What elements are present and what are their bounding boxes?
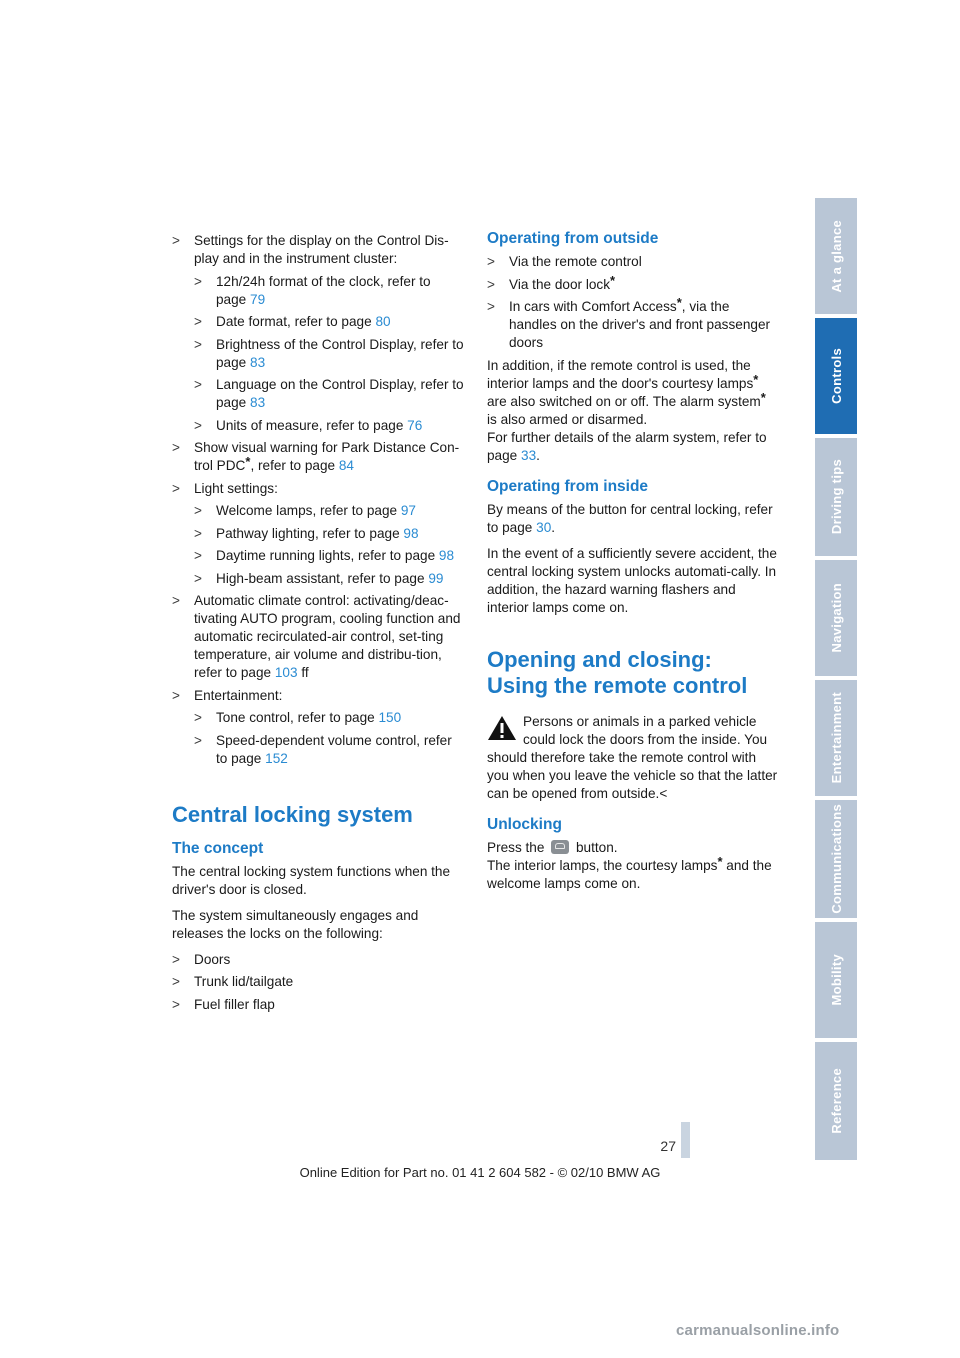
pdc-text-b: , refer to page [250, 458, 339, 473]
warning-note [487, 713, 779, 803]
item-text: Trunk lid/tailgate [194, 974, 294, 989]
list-item-entertainment [172, 687, 464, 768]
bullet-marker: > [172, 440, 180, 455]
list-item [487, 253, 779, 271]
page-link[interactable]: 99 [428, 570, 444, 586]
bullet-marker: > [487, 299, 495, 314]
settings-intro-text: Settings for the display on the Control Dis-play and in the instrument cluster: [194, 233, 449, 266]
tab-reference[interactable] [815, 1042, 857, 1160]
bullet-marker: > [172, 480, 180, 496]
page-number: 27 [660, 1138, 676, 1154]
list-item-pdc [172, 439, 464, 475]
subheading-unlocking: Unlocking [487, 815, 562, 833]
inside-paragraph-1 [487, 501, 779, 537]
list-item [194, 502, 464, 520]
light-intro-text: Light settings: [194, 480, 278, 496]
period: . [536, 447, 540, 463]
end-marker: < [659, 785, 668, 801]
concept-paragraph-2: The system simultaneously engages and releases the locks on the following: [172, 907, 419, 941]
footer-edition-text: Online Edition for Part no. 01 41 2 604 582 - © 02/10 BMW AG [299, 1165, 661, 1180]
subheading-concept: The concept [172, 839, 264, 857]
bullet-marker: > [172, 233, 180, 248]
page-link[interactable]: 97 [400, 503, 416, 518]
settings-sublist [194, 273, 464, 435]
warning-triangle-icon [487, 715, 517, 741]
list-item [194, 525, 464, 543]
chapter-tabs [815, 198, 857, 1160]
tab-controls[interactable] [815, 318, 857, 434]
heading-line-1: Opening and closing: [487, 646, 712, 672]
item-text: Date format, refer to page [216, 314, 376, 329]
unlock-text-a: Press the [487, 839, 545, 855]
item-text: Doors [194, 951, 231, 967]
tab-label: Mobility [828, 954, 844, 1006]
entertainment-sublist [194, 709, 464, 768]
tab-at-a-glance[interactable] [815, 198, 857, 314]
item-text: Fuel filler flap [194, 996, 275, 1012]
list-item-light [172, 480, 464, 588]
unlock-button-icon [551, 840, 569, 854]
option-star: * [717, 853, 723, 869]
item-text: Brightness of the Control Display, refer to page [216, 336, 464, 370]
list-item [194, 732, 464, 768]
list-item [194, 336, 464, 372]
addition-text-a: In addition, if the remote control is used, the interior lamps and the door's courtesy lamps [487, 357, 754, 391]
list-item [172, 996, 464, 1014]
inside-paragraph-2: In the event of a sufficiently severe accident, the central locking system unlocks automati-cally. In addition, the hazard warning flashers and interior lamps come on. [487, 545, 777, 615]
item-text: Daytime running lights, refer to page [216, 548, 439, 563]
item-text: 12h/24h format of the clock, refer to page [216, 273, 431, 307]
subheading-operating-outside: Operating from outside [487, 230, 659, 247]
item-text: Tone control, refer to page [216, 710, 379, 725]
list-item [172, 951, 464, 969]
bullet-marker: > [172, 593, 180, 608]
page-link[interactable]: 84 [338, 458, 354, 473]
bullet-marker: > [194, 336, 202, 352]
addition-text-d: For further details of the alarm system, refer to page [487, 429, 767, 463]
list-item [194, 376, 464, 412]
light-sublist [194, 502, 464, 588]
period: . [551, 519, 556, 535]
subheading-operating-inside: Operating from inside [487, 477, 649, 495]
unlock-text-b: button. [572, 839, 618, 855]
tab-communications[interactable] [815, 800, 857, 918]
list-item [194, 313, 464, 331]
list-item [172, 973, 464, 991]
tab-label: Entertainment [828, 692, 844, 784]
tab-navigation[interactable] [815, 560, 857, 676]
watermark: carmanualsonline.info [676, 1322, 840, 1339]
right-column [487, 232, 779, 901]
option-star: * [245, 454, 251, 469]
page-link[interactable]: 98 [438, 548, 455, 563]
list-item [194, 417, 464, 435]
unlock-paragraph [487, 839, 779, 893]
page-link[interactable]: 83 [250, 354, 266, 370]
section-heading-central-locking: Central locking system [172, 801, 413, 827]
page-link[interactable]: 33 [521, 447, 537, 463]
list-item [487, 295, 779, 352]
tab-label: Communications [828, 804, 844, 914]
tab-mobility[interactable] [815, 922, 857, 1038]
bullet-marker: > [194, 570, 202, 586]
item-text: Pathway lighting, refer to page [216, 525, 404, 541]
tab-label: At a glance [828, 219, 844, 293]
bullet-marker: > [487, 254, 495, 269]
page-link[interactable]: 76 [407, 417, 423, 433]
tab-label: Reference [828, 1068, 844, 1134]
bullet-marker: > [194, 273, 202, 289]
item-text-b: , via the handles on the driver's and front passenger doors [509, 299, 771, 350]
left-column [172, 232, 464, 1018]
bullet-marker: > [172, 996, 180, 1012]
bullet-marker: > [194, 548, 202, 563]
bullet-marker: > [194, 377, 202, 392]
page-link[interactable]: 103 [274, 665, 298, 680]
pdc-text: Show visual warning for Park Distance Con-trol PDC [194, 440, 460, 473]
item-text: Welcome lamps, refer to page [216, 503, 401, 518]
inside-text: By means of the button for central locking, refer to page [487, 501, 773, 535]
entertainment-intro-text: Entertainment: [194, 687, 283, 703]
climate-text: Automatic climate control: activating/deac-tivating AUTO program, cooling function and automatic recirculated-air control, set-ting temperature, air volume and distribu-tion, refer to page [194, 593, 461, 680]
option-star: * [610, 272, 616, 288]
tab-label: Navigation [828, 583, 844, 653]
addition-text-b: are also switched on or off. The alarm system [487, 393, 761, 409]
page-link[interactable]: 30 [536, 519, 552, 535]
item-text: High-beam assistant, refer to page [216, 570, 429, 586]
bullet-marker: > [194, 314, 202, 329]
warning-text-first: Persons or animals in a parked vehicle could lock the doors from the inside. You [523, 713, 768, 747]
climate-suffix: ff [297, 665, 309, 680]
list-item [194, 709, 464, 727]
list-item [487, 272, 779, 294]
page-link[interactable]: 98 [403, 525, 419, 541]
bullet-marker: > [172, 974, 180, 989]
list-item-climate [172, 592, 464, 682]
page-number-bar [681, 1122, 690, 1158]
item-text: Speed-dependent volume control, refer to page [216, 732, 452, 766]
list-item [194, 273, 464, 309]
page-link[interactable]: 79 [250, 291, 266, 307]
page-link[interactable]: 152 [265, 750, 288, 766]
bullet-marker: > [194, 417, 202, 433]
item-text: Language on the Control Display, refer to page [216, 377, 464, 410]
item-text: In cars with Comfort Access [509, 299, 677, 314]
item-text: Via the remote control [509, 254, 642, 269]
bullet-marker: > [194, 503, 202, 518]
concept-paragraph-1: The central locking system functions when the driver's door is closed. [172, 863, 451, 897]
item-text: Units of measure, refer to page [216, 417, 408, 433]
option-star: * [676, 295, 682, 310]
page-link[interactable]: 150 [378, 710, 402, 725]
tab-label: Driving tips [828, 459, 844, 535]
unlock-text-d: and the welcome lamps come on. [487, 857, 772, 891]
tab-driving-tips[interactable] [815, 438, 857, 556]
bullet-marker: > [194, 525, 202, 541]
heading-line-2: Using the remote control [487, 672, 748, 698]
option-star: * [753, 371, 759, 387]
page-link[interactable]: 80 [375, 314, 391, 329]
tab-entertainment[interactable] [815, 680, 857, 796]
bullet-marker: > [172, 951, 180, 967]
tab-label: Controls [828, 348, 844, 404]
warning-text [487, 713, 779, 803]
addition-text-c: is also armed or disarmed. [487, 411, 648, 427]
bullet-marker: > [172, 687, 180, 703]
addition-paragraph [487, 357, 779, 465]
bullet-marker: > [487, 276, 495, 292]
unlock-text-c: The interior lamps, the courtesy lamps [487, 857, 718, 873]
item-text: Via the door lock [509, 276, 611, 292]
list-item-settings [172, 232, 464, 435]
page-link[interactable]: 83 [250, 395, 266, 410]
list-item [194, 570, 464, 588]
bullet-marker: > [194, 732, 202, 748]
bullet-marker: > [194, 710, 202, 725]
option-star: * [760, 389, 766, 405]
section-heading-remote [487, 647, 779, 699]
list-item [194, 547, 464, 565]
warning-text-rest: should therefore take the remote control with you when you leave the vehicle so that the latter can be opened from outside. [487, 749, 778, 801]
